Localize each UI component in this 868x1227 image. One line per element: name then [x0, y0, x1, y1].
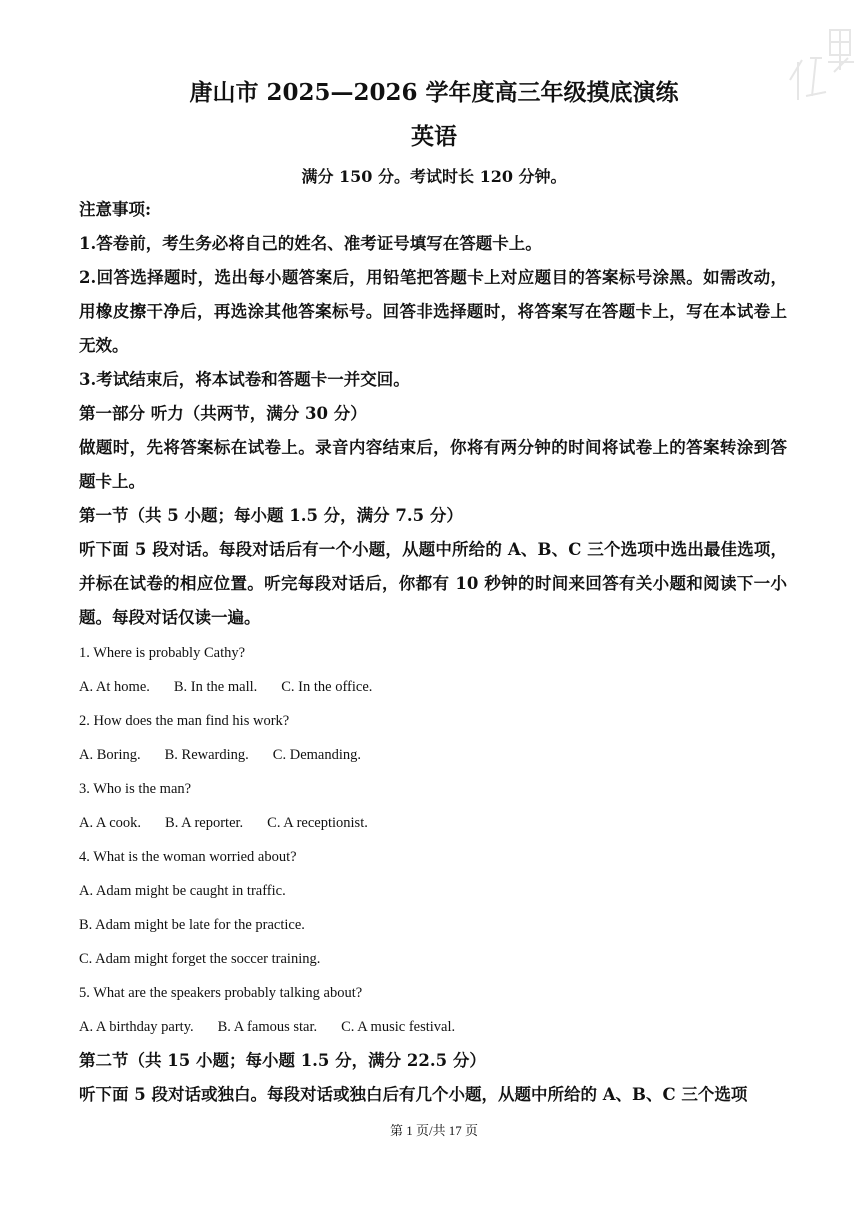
- option-b[interactable]: B. A reporter.: [165, 815, 244, 831]
- section2-instruction: 听下面 5 段对话或独白。每段对话或独白后有几个小题，从题中所给的 A、B、C 三个选项: [79, 1085, 748, 1104]
- notes-item-1: 1.答卷前，考生务必将自己的姓名、准考证号填写在答题卡上。: [79, 234, 542, 253]
- question-3-options: [79, 806, 392, 840]
- notes-item-2: 2.回答选择题时，选出每小题答案后，用铅笔把答题卡上对应题目的答案标号涂黑。如需改动，用橡皮擦干净后，再选涂其他答案标号。回答非选择题时，将答案写在答题卡上，写在本试卷上无效。: [79, 268, 787, 355]
- section2-heading: 第二节（共 15 小题；每小题 1.5 分，满分 22.5 分）: [79, 1051, 486, 1070]
- option-a[interactable]: A. At home.: [79, 679, 150, 695]
- question-1-options: [79, 670, 396, 704]
- question-2-options: [79, 738, 385, 772]
- option-c[interactable]: C. In the office.: [281, 679, 373, 695]
- page-footer: 第 1 页/共 17 页: [389, 1123, 479, 1138]
- option-b[interactable]: B. A famous star.: [217, 1019, 318, 1035]
- option-a[interactable]: A. A birthday party.: [79, 1019, 194, 1035]
- option-a[interactable]: A. A cook.: [79, 815, 142, 831]
- subject-title: 英语: [411, 123, 457, 150]
- option-b[interactable]: B. In the mall.: [173, 679, 258, 695]
- notes-heading: 注意事项:: [79, 200, 152, 219]
- option-b[interactable]: B. Rewarding.: [164, 747, 249, 763]
- question-5: 5. What are the speakers probably talking about?: [79, 985, 363, 1001]
- option-c[interactable]: C. A receptionist.: [267, 815, 368, 831]
- option-c[interactable]: C. A music festival.: [341, 1019, 456, 1035]
- question-4-option-a[interactable]: A. Adam might be caught in traffic.: [79, 883, 286, 899]
- section1-instruction: 听下面 5 段对话。每段对话后有一个小题，从题中所给的 A、B、C 三个选项中选出最佳选项，并标在试卷的相应位置。听完每段对话后，你都有 10 秒钟的时间来回答有关小题和阅读下一小题。每段对话仅读一遍。: [79, 540, 787, 627]
- section1-heading: 第一节（共 5 小题；每小题 1.5 分，满分 7.5 分）: [79, 506, 463, 525]
- part1-instruction: 做题时，先将答案标在试卷上。录音内容结束后，你将有两分钟的时间将试卷上的答案转涂到答题卡上。: [79, 438, 787, 491]
- question-3: 3. Who is the man?: [79, 781, 192, 797]
- question-2: 2. How does the man find his work?: [79, 713, 290, 729]
- option-c[interactable]: C. Demanding.: [272, 747, 361, 763]
- question-4: 4. What is the woman worried about?: [79, 849, 297, 865]
- question-5-options: [79, 1010, 479, 1044]
- question-4-option-b[interactable]: B. Adam might be late for the practice.: [79, 917, 305, 933]
- question-1: 1. Where is probably Cathy?: [79, 645, 246, 661]
- option-a[interactable]: A. Boring.: [79, 747, 141, 763]
- notes-item-3: 3.考试结束后，将本试卷和答题卡一并交回。: [79, 370, 410, 389]
- question-4-option-c[interactable]: C. Adam might forget the soccer training.: [79, 951, 321, 967]
- part1-heading: 第一部分 听力（共两节，满分 30 分）: [79, 404, 367, 423]
- exam-title: 唐山市 2025—2026 学年度高三年级摸底演练: [189, 79, 679, 106]
- score-info: 满分 150 分。考试时长 120 分钟。: [301, 167, 567, 186]
